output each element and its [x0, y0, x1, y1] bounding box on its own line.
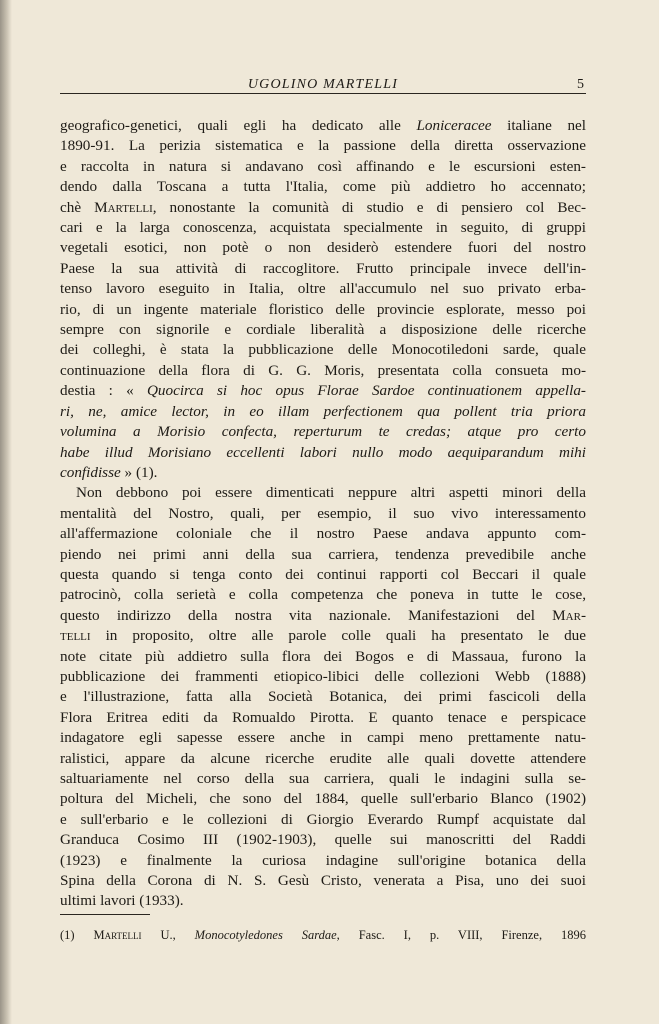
text-line	[60, 402, 586, 422]
text-line: Granduca Cosimo III (1902-1903), quelle sui manoscritti del Raddi	[60, 831, 586, 849]
text-line: Flora Eritrea editi da Romualdo Pirotta. E quanto tenace e perspicace	[60, 708, 586, 726]
text-line: (1923) e finalmente la curiosa indagine sull'origine botanica della	[60, 851, 586, 869]
text-line: rio, di un ingente materiale floristico delle provincie esplorate, messo poi	[60, 300, 586, 318]
footnote-divider	[60, 914, 150, 915]
latin-quote: ri, ne, amice lector, in eo illam perfectionem qua pollent tria priora	[60, 402, 586, 420]
text-line: mentalità del Nostro, quali, per esempio, il suo vivo interessamento	[60, 504, 586, 522]
text-line: confidisse » (1).	[60, 463, 158, 481]
latin-quote: habe illud Morisiano eccellenti labori nullo modo aequiparandum mihi	[60, 443, 586, 461]
text-line: cari e la larga conoscenza, acquistata specialmente in seguito, di gruppi	[60, 219, 586, 237]
text-line: pubblicazione dei frammenti etiopico-libici delle collezioni Webb (1888)	[60, 667, 586, 685]
text-line: patrocinò, colla serietà e colla competenza che poneva in tutte le cose,	[60, 586, 586, 604]
running-title: UGOLINO MARTELLI	[247, 77, 399, 92]
text-line: Spina della Corona di N. S. Gesù Cristo, venerata a Pisa, uno dei suoi	[60, 872, 586, 890]
text-line: e l'illustrazione, fatta alla Società Botanica, dei primi fascicoli della	[60, 688, 586, 706]
text-line: ultimi lavori (1933).	[60, 892, 184, 910]
text-line: tenso lavoro eseguito in Italia, oltre all'accumulo nel suo privato erba-	[60, 280, 586, 298]
text-line: questo indirizzo della nostra vita nazionale. Manifestazioni del Mar-	[60, 606, 586, 624]
text-line	[60, 422, 586, 442]
author-name: Mar-	[552, 606, 586, 624]
text-line: note citate più addietro sulla flora dei Bogos e di Massaua, furono la	[60, 647, 586, 665]
text-line: e raccolta in natura si andavano così affinando e le escursioni esten-	[60, 157, 586, 175]
footnote-author: Martelli	[93, 928, 142, 942]
footnote-marker: (1)	[60, 928, 94, 942]
text-line: chè Martelli, nonostante la comunità di studio e di pensiero col Bec-	[60, 198, 586, 216]
latin-quote: confidisse	[60, 463, 121, 481]
text-line: telli in proposito, oltre alle parole colle quali ha presentato le due	[60, 627, 586, 645]
text-line: ralistici, appare da alcune ricerche erudite alle quali dovette attendere	[60, 749, 586, 767]
text-line: e sull'erbario e le collezioni di Giorgio Everardo Rumpf acquistate dal	[60, 810, 586, 828]
text-line: saltuariamente nel corso della sua carriera, quali le indagini sulla se-	[60, 770, 586, 787]
latin-quote: volumina a Morisio confecta, reperturum te credas; atque pro certo	[60, 423, 586, 441]
text-line: continuazione della flora di G. G. Moris, presentata colla consueta mo-	[60, 361, 586, 379]
footnote: (1) Martelli U., Monocotyledones Sardae, Fasc. I, p. VIII, Firenze, 1896	[60, 928, 586, 942]
page-binding-shadow	[0, 0, 12, 1024]
author-name: telli	[60, 627, 91, 645]
text-line: geografico-genetici, quali egli ha dedicato alle Loniceracee italiane nel	[60, 117, 586, 134]
text-line: dei colleghi, è stata la pubblicazione delle Monocotiledoni sarde, quale	[60, 341, 586, 359]
text-line: Non debbono poi essere dimenticati neppure altri aspetti minori della	[76, 484, 586, 502]
text-line: 1890-91. La perizia sistematica e la passione della diretta osservazione	[60, 137, 586, 155]
text-line: indagatore egli sapesse essere anche in campi meno prettamente natu-	[60, 729, 586, 747]
page-number: 5	[577, 77, 584, 92]
text-line: Paese la sua attività di raccoglitore. Frutto principale invece dell'in-	[60, 259, 586, 277]
text-line	[60, 443, 586, 463]
footnote-title: Monocotyledones Sardae,	[194, 928, 340, 942]
author-name: Martelli	[94, 198, 153, 216]
body-text	[60, 116, 586, 912]
text-line: questa quando si tenga conto dei continui rapporti col Beccari il quale	[60, 565, 586, 583]
text-line: destia : « Quocirca si hoc opus Florae Sardoe continuationem appella-	[60, 382, 586, 400]
text-line: all'affermazione coloniale che il nostro Paese andava appunto com-	[60, 525, 586, 543]
text-line: dendo dalla Toscana a tutta l'Italia, come più addietro ho accennato;	[60, 178, 586, 196]
latin-quote: Quocirca si hoc opus Florae Sardoe continuationem appella-	[146, 382, 586, 400]
text-line: sempre con signorile e cordiale liberalità a disposizione delle ricerche	[60, 321, 586, 339]
text-line: vegetali esotici, non potè o non desiderò estendere fuori del nostro	[60, 239, 586, 257]
text-line: poltura del Micheli, che sono del 1884, quelle sull'erbario Blanco (1902)	[60, 790, 586, 808]
running-header	[60, 73, 586, 94]
text-line: piendo nei primi anni della sua carriera, tendenza prevedibile anche	[60, 545, 586, 563]
